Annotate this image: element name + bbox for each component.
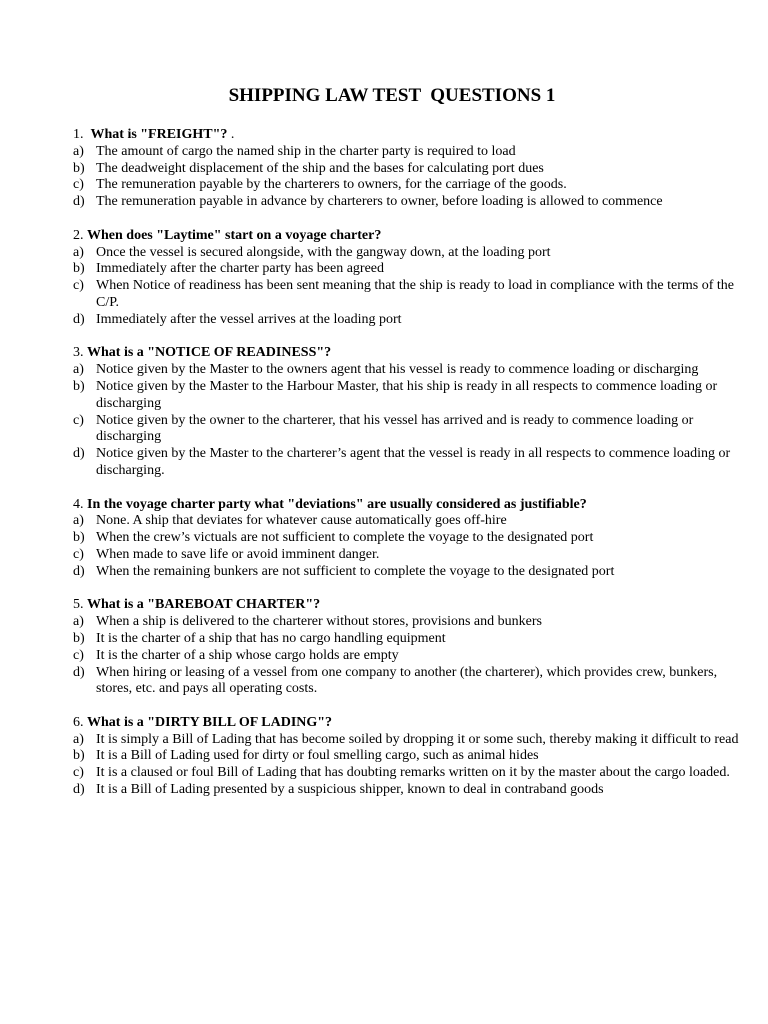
option-letter: d)	[73, 664, 85, 680]
answer-option-a	[73, 614, 753, 631]
answer-option-c	[73, 648, 753, 665]
page-title: SHIPPING LAW TEST QUESTIONS 1	[228, 85, 556, 106]
question-4	[73, 497, 753, 581]
question-heading	[73, 497, 753, 514]
question-heading	[73, 345, 753, 362]
option-letter: a)	[73, 244, 84, 260]
question-heading	[73, 228, 753, 245]
question-1	[73, 127, 753, 211]
question-number: 6.	[73, 714, 84, 730]
question-number: 1.	[73, 127, 84, 142]
option-text: Once the vessel is secured alongside, with the gangway down, at the loading port	[96, 244, 551, 260]
option-text: It is a claused or foul Bill of Lading that has doubting remarks written on it by the master about the cargo loaded.	[96, 765, 730, 781]
option-text: Notice given by the Master to the charterer’s agent that the vessel is ready in all respects to commence loading or discharging.	[96, 446, 731, 478]
answer-option-a	[73, 245, 753, 262]
answer-option-c	[73, 177, 753, 194]
answer-option-d	[73, 564, 753, 581]
question-text: What is a "BAREBOAT CHARTER"?	[87, 597, 321, 613]
option-text: The remuneration payable by the charterers to owners, for the carriage of the goods.	[96, 177, 567, 193]
option-letter: b)	[73, 530, 85, 546]
answer-option-b	[73, 530, 753, 547]
option-text: When the remaining bunkers are not sufficient to complete the voyage to the designated port	[96, 563, 615, 579]
option-text: The remuneration payable in advance by charterers to owner, before loading is allowed to commence	[96, 194, 663, 210]
answer-option-a	[73, 144, 753, 161]
option-text: When the crew’s victuals are not sufficient to complete the voyage to the designated port	[96, 530, 594, 546]
option-letter: a)	[73, 614, 84, 630]
option-letter: d)	[73, 782, 85, 798]
option-text: It is a Bill of Lading used for dirty or foul smelling cargo, such as animal hides	[96, 748, 539, 764]
option-letter: c)	[73, 765, 84, 781]
option-text: It is the charter of a ship whose cargo holds are empty	[96, 647, 399, 663]
question-text: What is a "DIRTY BILL OF LADING"?	[87, 714, 333, 730]
answer-option-a	[73, 732, 753, 749]
question-list	[73, 127, 753, 816]
question-heading	[73, 597, 753, 614]
answer-option-c	[73, 413, 753, 447]
option-text: Notice given by the Master to the owners agent that his vessel is ready to commence loading or discharging	[96, 362, 699, 378]
option-letter: d)	[73, 311, 85, 327]
answer-option-c	[73, 547, 753, 564]
option-text: It is a Bill of Lading presented by a suspicious shipper, known to deal in contraband goods	[96, 782, 604, 798]
answer-option-c	[73, 765, 753, 782]
question-number: 2.	[73, 227, 84, 243]
answer-option-b	[73, 379, 753, 413]
question-number: 4.	[73, 496, 84, 512]
option-letter: c)	[73, 177, 84, 193]
question-text: What is "FREIGHT"?	[90, 127, 228, 142]
answer-option-d	[73, 782, 753, 799]
option-text: When Notice of readiness has been sent meaning that the ship is ready to load in compliance with the terms of the C/P.	[96, 278, 734, 310]
option-letter: d)	[73, 194, 85, 210]
question-5	[73, 597, 753, 698]
question-heading	[73, 127, 753, 144]
option-letter: b)	[73, 160, 85, 176]
answer-option-a	[73, 513, 753, 530]
option-letter: b)	[73, 748, 85, 764]
question-text: What is a "NOTICE OF READINESS"?	[87, 345, 332, 361]
question-text: When does "Laytime" start on a voyage charter?	[87, 227, 382, 243]
option-text: The deadweight displacement of the ship and the bases for calculating port dues	[96, 160, 544, 176]
question-2	[73, 228, 753, 329]
option-text: When made to save life or avoid imminent danger.	[96, 546, 380, 562]
answer-option-b	[73, 631, 753, 648]
answer-option-d	[73, 312, 753, 329]
option-text: When hiring or leasing of a vessel from one company to another (the charterer), which provides crew, bunkers, stores, etc. and pays all operating costs.	[96, 664, 718, 697]
answer-option-c	[73, 278, 753, 312]
option-letter: a)	[73, 731, 84, 747]
question-3	[73, 345, 753, 479]
answer-option-a	[73, 362, 753, 379]
option-text: It is simply a Bill of Lading that has become soiled by dropping it or some such, thereby making it difficult to read	[96, 731, 739, 747]
answer-option-d	[73, 446, 753, 480]
option-letter: c)	[73, 412, 84, 428]
option-text: Immediately after the vessel arrives at the loading port	[96, 311, 402, 327]
option-letter: a)	[73, 513, 84, 529]
answer-option-b	[73, 161, 753, 178]
option-text: Immediately after the charter party has been agreed	[96, 261, 385, 277]
option-text: When a ship is delivered to the charterer without stores, provisions and bunkers	[96, 614, 542, 630]
question-suffix: .	[227, 127, 235, 142]
answer-option-b	[73, 748, 753, 765]
question-number: 5.	[73, 597, 84, 613]
question-number: 3.	[73, 345, 84, 361]
option-text: None. A ship that deviates for whatever cause automatically goes off-hire	[96, 513, 507, 529]
answer-option-b	[73, 261, 753, 278]
option-letter: a)	[73, 143, 84, 159]
question-heading	[73, 715, 753, 732]
option-letter: c)	[73, 278, 84, 294]
answer-option-d	[73, 194, 753, 211]
option-letter: c)	[73, 647, 84, 663]
option-letter: b)	[73, 261, 85, 277]
answer-option-d	[73, 665, 753, 699]
option-text: Notice given by the owner to the charterer, that his vessel has arrived and is ready to commence loading or discharging	[96, 412, 694, 445]
option-letter: b)	[73, 630, 85, 646]
option-letter: d)	[73, 446, 85, 462]
question-text: In the voyage charter party what "deviations" are usually considered as justifiable?	[87, 496, 587, 512]
option-text: The amount of cargo the named ship in the charter party is required to load	[96, 143, 516, 159]
option-letter: a)	[73, 362, 84, 378]
option-letter: c)	[73, 546, 84, 562]
option-text: It is the charter of a ship that has no cargo handling equipment	[96, 630, 446, 646]
option-text: Notice given by the Master to the Harbour Master, that his ship is ready in all respects to commence loading or discharging	[96, 378, 718, 411]
question-6	[73, 715, 753, 799]
option-letter: d)	[73, 563, 85, 579]
option-letter: b)	[73, 378, 85, 394]
